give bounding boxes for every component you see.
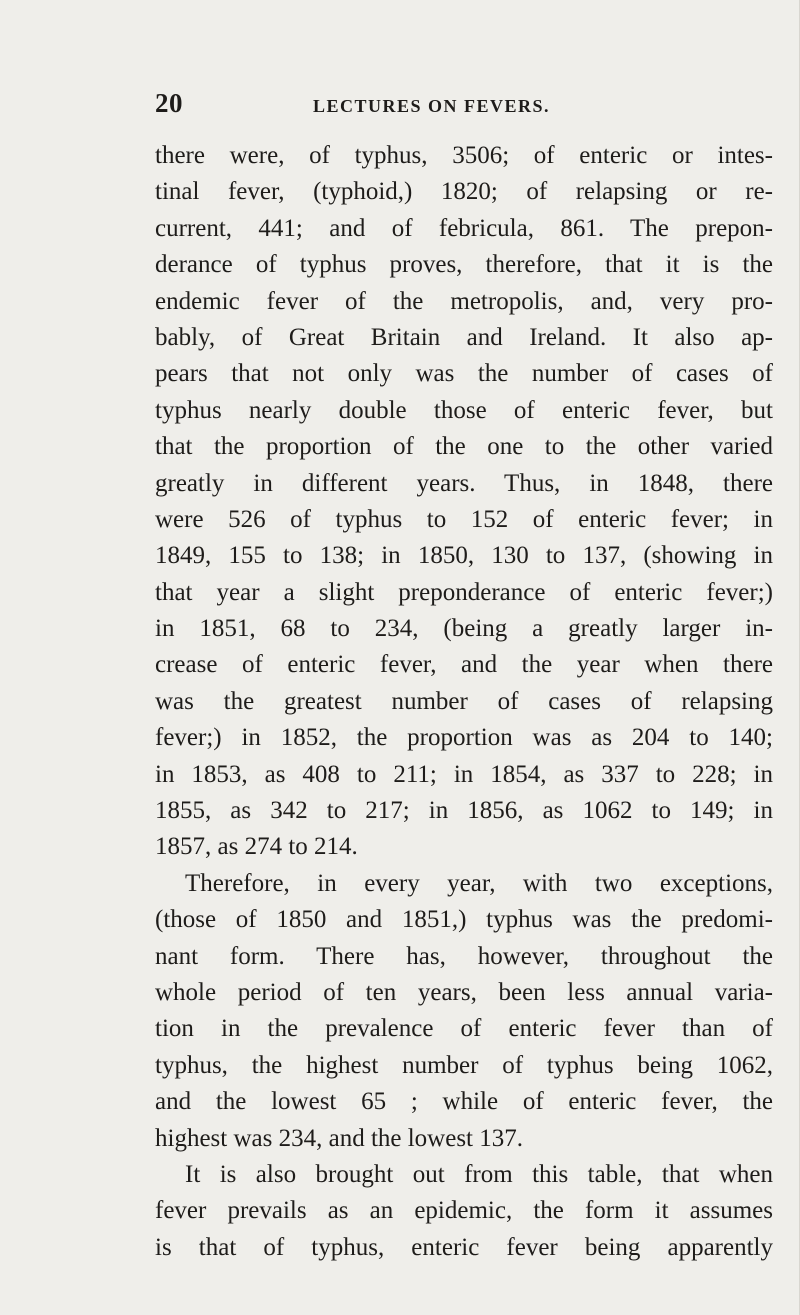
text-line: typhus, the highest number of typhus being 1062, (155, 1051, 773, 1079)
text-line: that year a slight preponderance of enteric fever;) (155, 578, 773, 606)
body-text (155, 138, 773, 1266)
text-line: bably, of Great Britain and Ireland. It also ap- (155, 323, 773, 351)
text-line: was the greatest number of cases of relapsing (155, 687, 773, 715)
text-line: fever;) in 1852, the proportion was as 204 to 140; (155, 724, 773, 752)
text-line: typhus nearly double those of enteric fever, but (155, 396, 773, 424)
text-line: that the proportion of the one to the other varied (155, 433, 773, 461)
text-line: is that of typhus, enteric fever being apparently (155, 1233, 773, 1261)
text-line: 1857, as 274 to 214. (155, 833, 358, 861)
text-line: endemic fever of the metropolis, and, very pro- (155, 287, 773, 315)
text-line: (those of 1850 and 1851,) typhus was the predomi- (155, 906, 773, 934)
text-line: It is also brought out from this table, that when (185, 1160, 773, 1188)
text-line: nant form. There has, however, throughout the (155, 942, 773, 970)
text-line: and the lowest 65 ; while of enteric fever, the (155, 1088, 773, 1116)
text-line: highest was 234, and the lowest 137. (155, 1124, 524, 1152)
page-header (155, 88, 775, 124)
text-line: Therefore, in every year, with two exceptions, (185, 869, 773, 897)
text-line: fever prevails as an epidemic, the form it assumes (155, 1197, 773, 1225)
text-line: there were, of typhus, 3506; of enteric or intes- (155, 142, 773, 169)
text-line: 1855, as 342 to 217; in 1856, as 1062 to 149; in (155, 797, 773, 825)
text-line: tinal fever, (typhoid,) 1820; of relapsing or re- (155, 178, 773, 206)
text-line: whole period of ten years, been less annual varia- (155, 978, 773, 1006)
text-line: pears that not only was the number of cases of (155, 360, 773, 388)
text-line: in 1851, 68 to 234, (being a greatly larger in- (155, 615, 773, 643)
text-line: current, 441; and of febricula, 861. The prepon- (155, 214, 773, 242)
page-number: 20 (155, 88, 183, 118)
text-line: greatly in different years. Thus, in 1848, there (155, 469, 773, 497)
text-line: in 1853, as 408 to 211; in 1854, as 337 to 228; in (155, 760, 773, 788)
running-head: LECTURES ON FEVERS. (313, 96, 551, 116)
text-line: were 526 of typhus to 152 of enteric fever; in (155, 505, 773, 533)
text-line: crease of enteric fever, and the year when there (155, 651, 773, 679)
text-line: derance of typhus proves, therefore, that it is the (155, 251, 773, 279)
text-line: 1849, 155 to 138; in 1850, 130 to 137, (showing in (155, 542, 773, 570)
text-line: tion in the prevalence of enteric fever than of (155, 1015, 773, 1043)
